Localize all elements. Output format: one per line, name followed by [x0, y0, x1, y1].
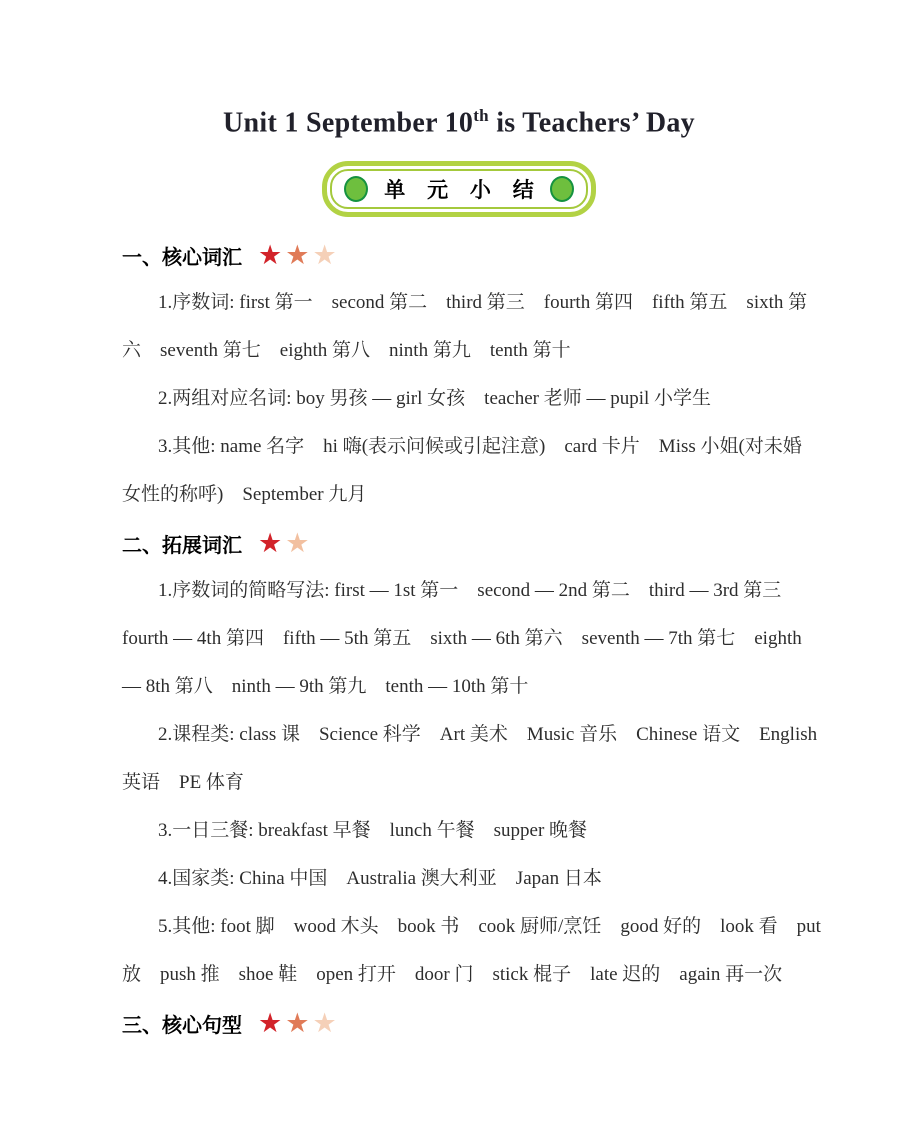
unit-summary-badge-inner	[330, 169, 588, 209]
section-heading: 一、核心词汇	[122, 246, 242, 269]
page-title-text: Unit 1 September 10	[223, 107, 474, 139]
vocab-line: 2.课程类: class 课 Science 科学 Art 美术 Music 音乐 Chinese 语文 English	[158, 724, 818, 746]
badge-right-dot-icon	[550, 176, 574, 202]
star-icon: ★	[258, 239, 283, 271]
star-rating	[258, 527, 310, 559]
unit-summary-badge-wrap	[0, 161, 918, 217]
vocab-line: 1.序数词的简略写法: first — 1st 第一 second — 2nd 第二 third — 3rd 第三	[158, 580, 782, 602]
vocab-line: 4.国家类: China 中国 Australia 澳大利亚 Japan 日本	[158, 868, 602, 890]
star-icon: ★	[285, 1007, 310, 1039]
vocab-line: 1.序数词: first 第一 second 第二 third 第三 fourth 第四 fifth 第五 sixth 第	[158, 292, 808, 314]
vocab-line: 3.其他: name 名字 hi 嗨(表示问候或引起注意) card 卡片 Miss 小姐(对未婚	[158, 436, 802, 458]
vocab-line: 3.一日三餐: breakfast 早餐 lunch 午餐 supper 晚餐	[158, 820, 588, 842]
vocab-line: 5.其他: foot 脚 wood 木头 book 书 cook 厨师/烹饪 good 好的 look 看 put	[158, 916, 821, 938]
vocab-line: fourth — 4th 第四 fifth — 5th 第五 sixth — 6th 第六 seventh — 7th 第七 eighth	[122, 628, 802, 650]
badge-label: 单 元 小 结	[384, 179, 542, 203]
vocab-line: 2.两组对应名词: boy 男孩 — girl 女孩 teacher 老师 — pupil 小学生	[158, 388, 712, 410]
star-icon: ★	[285, 239, 310, 271]
vocab-line: 放 push 推 shoe 鞋 open 打开 door 门 stick 棍子 late 迟的 again 再一次	[122, 964, 783, 986]
section-core-sentence-patterns	[122, 999, 800, 1047]
vocab-line: 六 seventh 第七 eighth 第八 ninth 第九 tenth 第十	[122, 340, 571, 362]
section-heading-row	[122, 999, 800, 1047]
section-heading: 二、拓展词汇	[122, 534, 242, 557]
section-heading: 三、核心句型	[122, 1014, 242, 1037]
badge-left-dot-icon	[344, 176, 368, 202]
unit-summary-badge	[322, 161, 596, 217]
page-title	[0, 0, 918, 143]
page-title-superscript: th	[473, 106, 489, 125]
vocab-line: — 8th 第八 ninth — 9th 第九 tenth — 10th 第十	[122, 676, 529, 698]
section-extended-vocabulary	[122, 519, 821, 999]
vocab-line: 女性的称呼) September 九月	[122, 484, 367, 506]
star-rating	[258, 239, 337, 271]
section-core-vocabulary	[122, 231, 808, 519]
star-icon: ★	[258, 527, 283, 559]
section-heading-row	[122, 519, 800, 567]
star-icon: ★	[312, 239, 337, 271]
section-heading-row	[122, 231, 800, 279]
page-title-text-after: is Teachers’ Day	[488, 107, 695, 139]
star-icon: ★	[312, 1007, 337, 1039]
star-icon: ★	[285, 527, 310, 559]
vocab-line: 英语 PE 体育	[122, 772, 244, 794]
sections-container	[0, 231, 918, 1047]
star-icon: ★	[258, 1007, 283, 1039]
star-rating	[258, 1007, 337, 1039]
